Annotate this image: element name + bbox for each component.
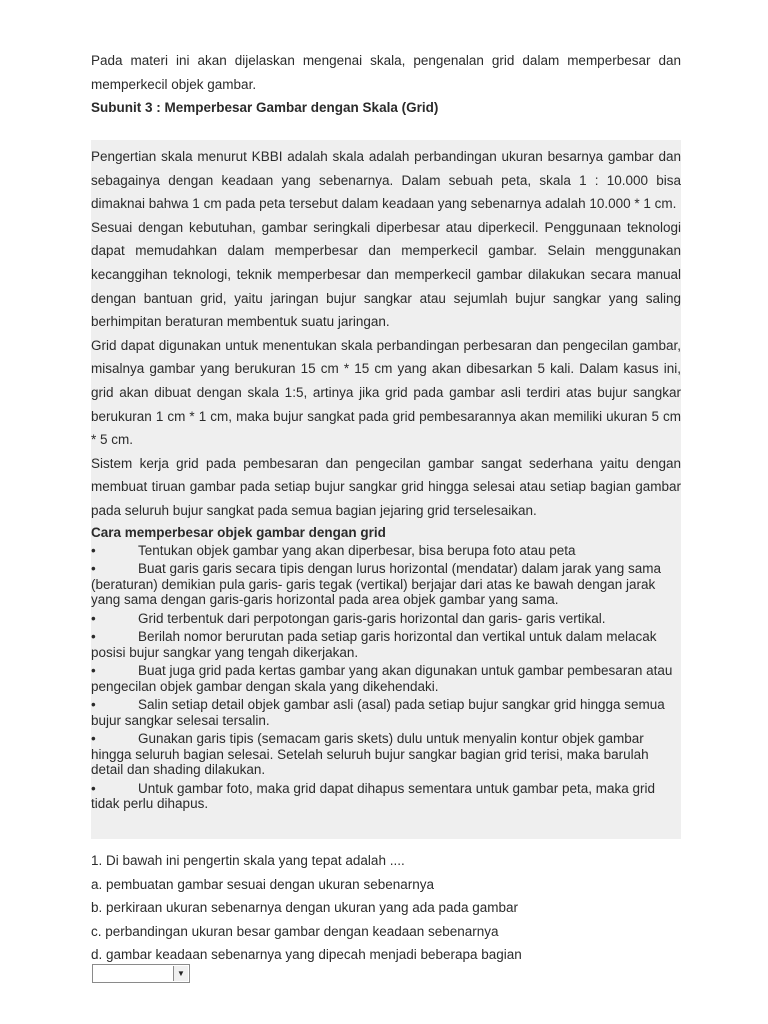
list-item [91, 663, 681, 694]
step-text: Untuk gambar foto, maka grid dapat dihapus sementara untuk gambar peta, maka grid tidak perlu dihapus. [91, 780, 656, 811]
step-text: Salin setiap detail objek gambar asli (asal) pada setiap bujur sangkar grid hingga semua bujur sangkar selesai tersalin. [91, 697, 665, 728]
bullet-icon: • [91, 663, 96, 678]
step-text: Buat garis garis secara tipis dengan lurus horizontal (mendatar) dalam jarak yang sama (beraturan) demikian pula garis- garis tegak (vertikal) berjajar dari atas ke bawah dengan jarak yang sama dengan garis-garis horizontal pada area objek gambar yang sama. [91, 561, 662, 607]
quiz-section [91, 849, 691, 967]
bullet-icon: • [91, 780, 96, 796]
step-text: Buat juga grid pada kertas gambar yang akan digunakan untuk gambar pembesaran atau pengecilan objek gambar dengan skala yang dikehendaki. [91, 663, 673, 694]
steps-list [91, 543, 681, 812]
material-panel [91, 140, 681, 839]
quiz-option-d: d. gambar keadaan sebenarnya yang dipecah menjadi beberapa bagian [91, 947, 522, 962]
list-item [91, 611, 681, 627]
list-item [91, 561, 681, 608]
list-item [91, 629, 681, 660]
quiz-option-a: a. pembuatan gambar sesuai dengan ukuran sebenarnya [91, 876, 434, 892]
answer-dropdown[interactable] [92, 964, 190, 983]
paragraph-grid-system: Sistem kerja grid pada pembesaran dan pengecilan gambar sangat sederhana yaitu dengan membuat tiruan gambar pada setiap bujur sangkar grid hingga selesai atau setiap bagian gambar pada seluruh bujur sangkat pada semua bagian jejaring grid terselesaikan. [91, 455, 681, 518]
subunit-heading: Subunit 3 : Memperbesar Gambar dengan Skala (Grid) [91, 100, 439, 115]
paragraph-scale-definition: Pengertian skala menurut KBBI adalah skala adalah perbandingan ukuran besarnya gambar dan sebagainya dengan keadaan yang sebenarnya. Dalam sebuah peta, skala 1 : 10.000 bisa dimaknai bahwa 1 cm pada peta tersebut dalam keadaan yang sebenarnya adalah 10.000 * 1 cm. [91, 149, 681, 212]
paragraph-grid-usage: Grid dapat digunakan untuk menentukan skala perbandingan perbesaran dan pengecilan gambar, misalnya gambar yang berukuran 15 cm * 15 cm yang akan dibesarkan 5 kali. Dalam kasus ini, grid akan dibuat dengan skala 1:5, artinya jika grid pada gambar asli terdiri atas bujur sangkar berukuran 1 cm * 1 cm, maka bujur sangkat pada grid pembesarannya akan memiliki ukuran 5 cm * 5 cm. [91, 337, 681, 448]
list-item [91, 697, 681, 728]
step-text: Grid terbentuk dari perpotongan garis-garis horizontal dan garis- garis vertikal. [138, 610, 606, 626]
bullet-icon: • [91, 561, 96, 576]
bullet-icon: • [91, 542, 96, 558]
step-text: Berilah nomor berurutan pada setiap garis horizontal dan vertikal untuk dalam melacak posisi bujur sangkar yang tengah dikerjakan. [91, 629, 657, 660]
paragraph-enlarge-reduce: Sesuai dengan kebutuhan, gambar seringkali diperbesar atau diperkecil. Penggunaan teknologi dapat memudahkan dalam memperbesar dan memperkecil gambar. Selain menggunakan kecanggihan teknologi, teknik memperbesar dan memperkecil gambar dilakukan secara manual dengan bantuan grid, yaitu jaringan bujur sangkar atau sejumlah bujur sangkar yang saling berhimpitan beraturan membentuk suatu jaringan. [91, 219, 681, 330]
intro-paragraph: Pada materi ini akan dijelaskan mengenai skala, pengenalan grid dalam memperbesar dan memperkecil objek gambar. [91, 53, 681, 92]
quiz-question: 1. Di bawah ini pengertin skala yang tepat adalah .... [91, 853, 405, 868]
bullet-icon: • [91, 610, 96, 626]
list-item [91, 543, 681, 559]
chevron-down-icon[interactable]: ▼ [173, 966, 188, 981]
bullet-icon: • [91, 629, 96, 644]
list-item [91, 731, 681, 778]
quiz-option-b: b. perkiraan ukuran sebenarnya dengan ukuran yang ada pada gambar [91, 900, 519, 915]
intro-section [91, 49, 681, 120]
bullet-icon: • [91, 731, 96, 746]
bullet-icon: • [91, 697, 96, 712]
step-text: Tentukan objek gambar yang akan diperbesar, bisa berupa foto atau peta [138, 542, 576, 558]
step-text: Gunakan garis tipis (semacam garis skets) dulu untuk menyalin kontur objek gambar hingga seluruh bagian selesai. Setelah seluruh bujur sangkar bagian grid terisi, maka barulah detail dan shading dilakukan. [91, 731, 649, 777]
list-item [91, 781, 681, 812]
quiz-option-c: c. perbandingan ukuran besar gambar dengan keadaan sebenarnya [91, 923, 499, 939]
steps-heading: Cara memperbesar objek gambar dengan grid [91, 524, 386, 540]
